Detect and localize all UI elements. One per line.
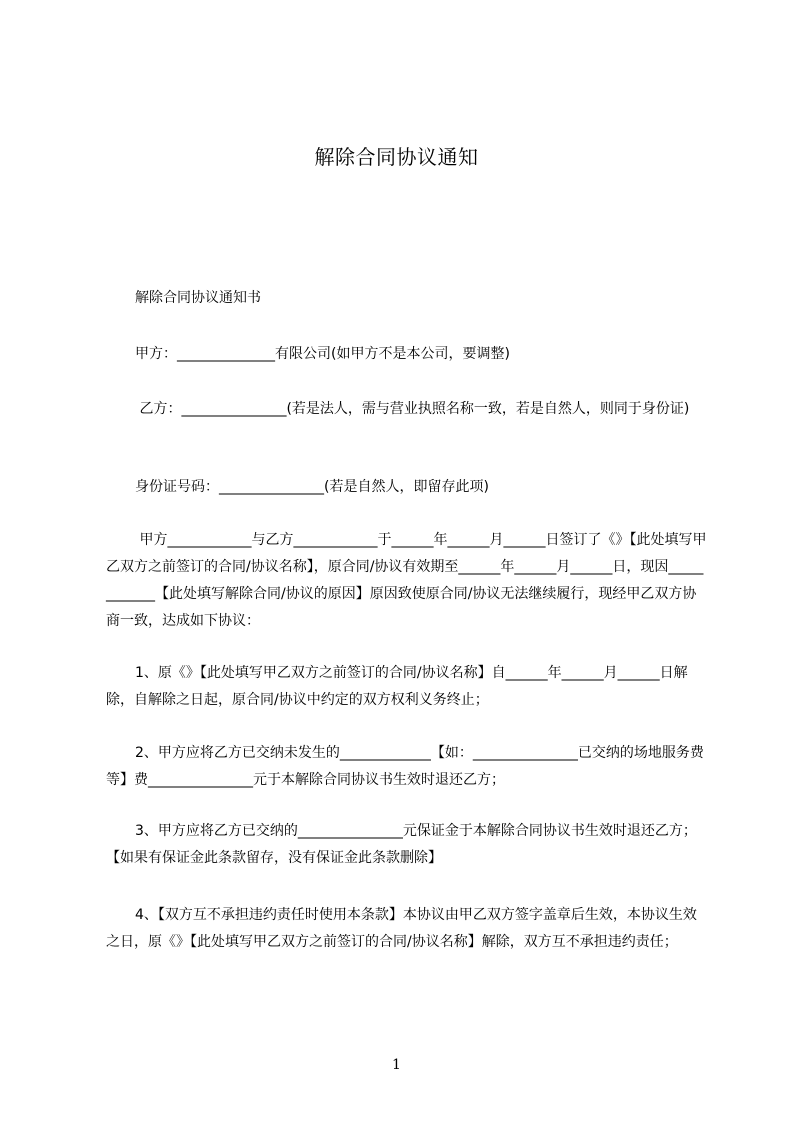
intro-paragraph: 甲方____________与乙方____________于______年______月______日签订了《》【此处填写甲乙双方之前签订的合同/协议名称】，原合同/协议有效期至______年______月______日，现因____________【此处填写解除合同/协议的原因】原因致使原合同/协议无法继续履行，现经甲乙双方协商一致，达成如下协议： <box>106 532 707 629</box>
clause-1: 1、原《》【此处填写甲乙双方之前签订的合同/协议名称】自______年______月______日解除，自解除之日起，原合同/协议中约定的双方权利义务终止； <box>106 665 688 708</box>
document-title: 解除合同协议通知 <box>314 145 479 169</box>
party-a-line: 甲方：______________有限公司(如甲方不是本公司，要调整) <box>135 346 510 362</box>
page-number: 1 <box>392 1057 401 1073</box>
clause-3: 3、甲方应将乙方已交纳的_______________元保证金于本解除合同协议书生效时退还乙方；【如果有保证金此条款留存，没有保证金此条款删除】 <box>106 823 697 866</box>
clause-4: 4、【双方互不承担违约责任时使用本条款】本协议由甲乙双方签字盖章后生效，本协议生效之日，原《》【此处填写甲乙双方之前签订的合同/协议名称】解除，双方互不承担违约责任； <box>106 907 697 950</box>
document-subtitle: 解除合同协议通知书 <box>135 290 261 306</box>
id-number-line: 身份证号码：_______________(若是自然人，即留存此项) <box>135 479 489 495</box>
party-b-line: 乙方：_______________(若是法人，需与营业执照名称一致，若是自然人，则同于身份证) <box>135 401 690 417</box>
clause-2: 2、甲方应将乙方已交纳未发生的_____________【如：_______________已交纳的场地服务费等】费_______________元于本解除合同协议书生效时退还乙方； <box>106 745 704 788</box>
